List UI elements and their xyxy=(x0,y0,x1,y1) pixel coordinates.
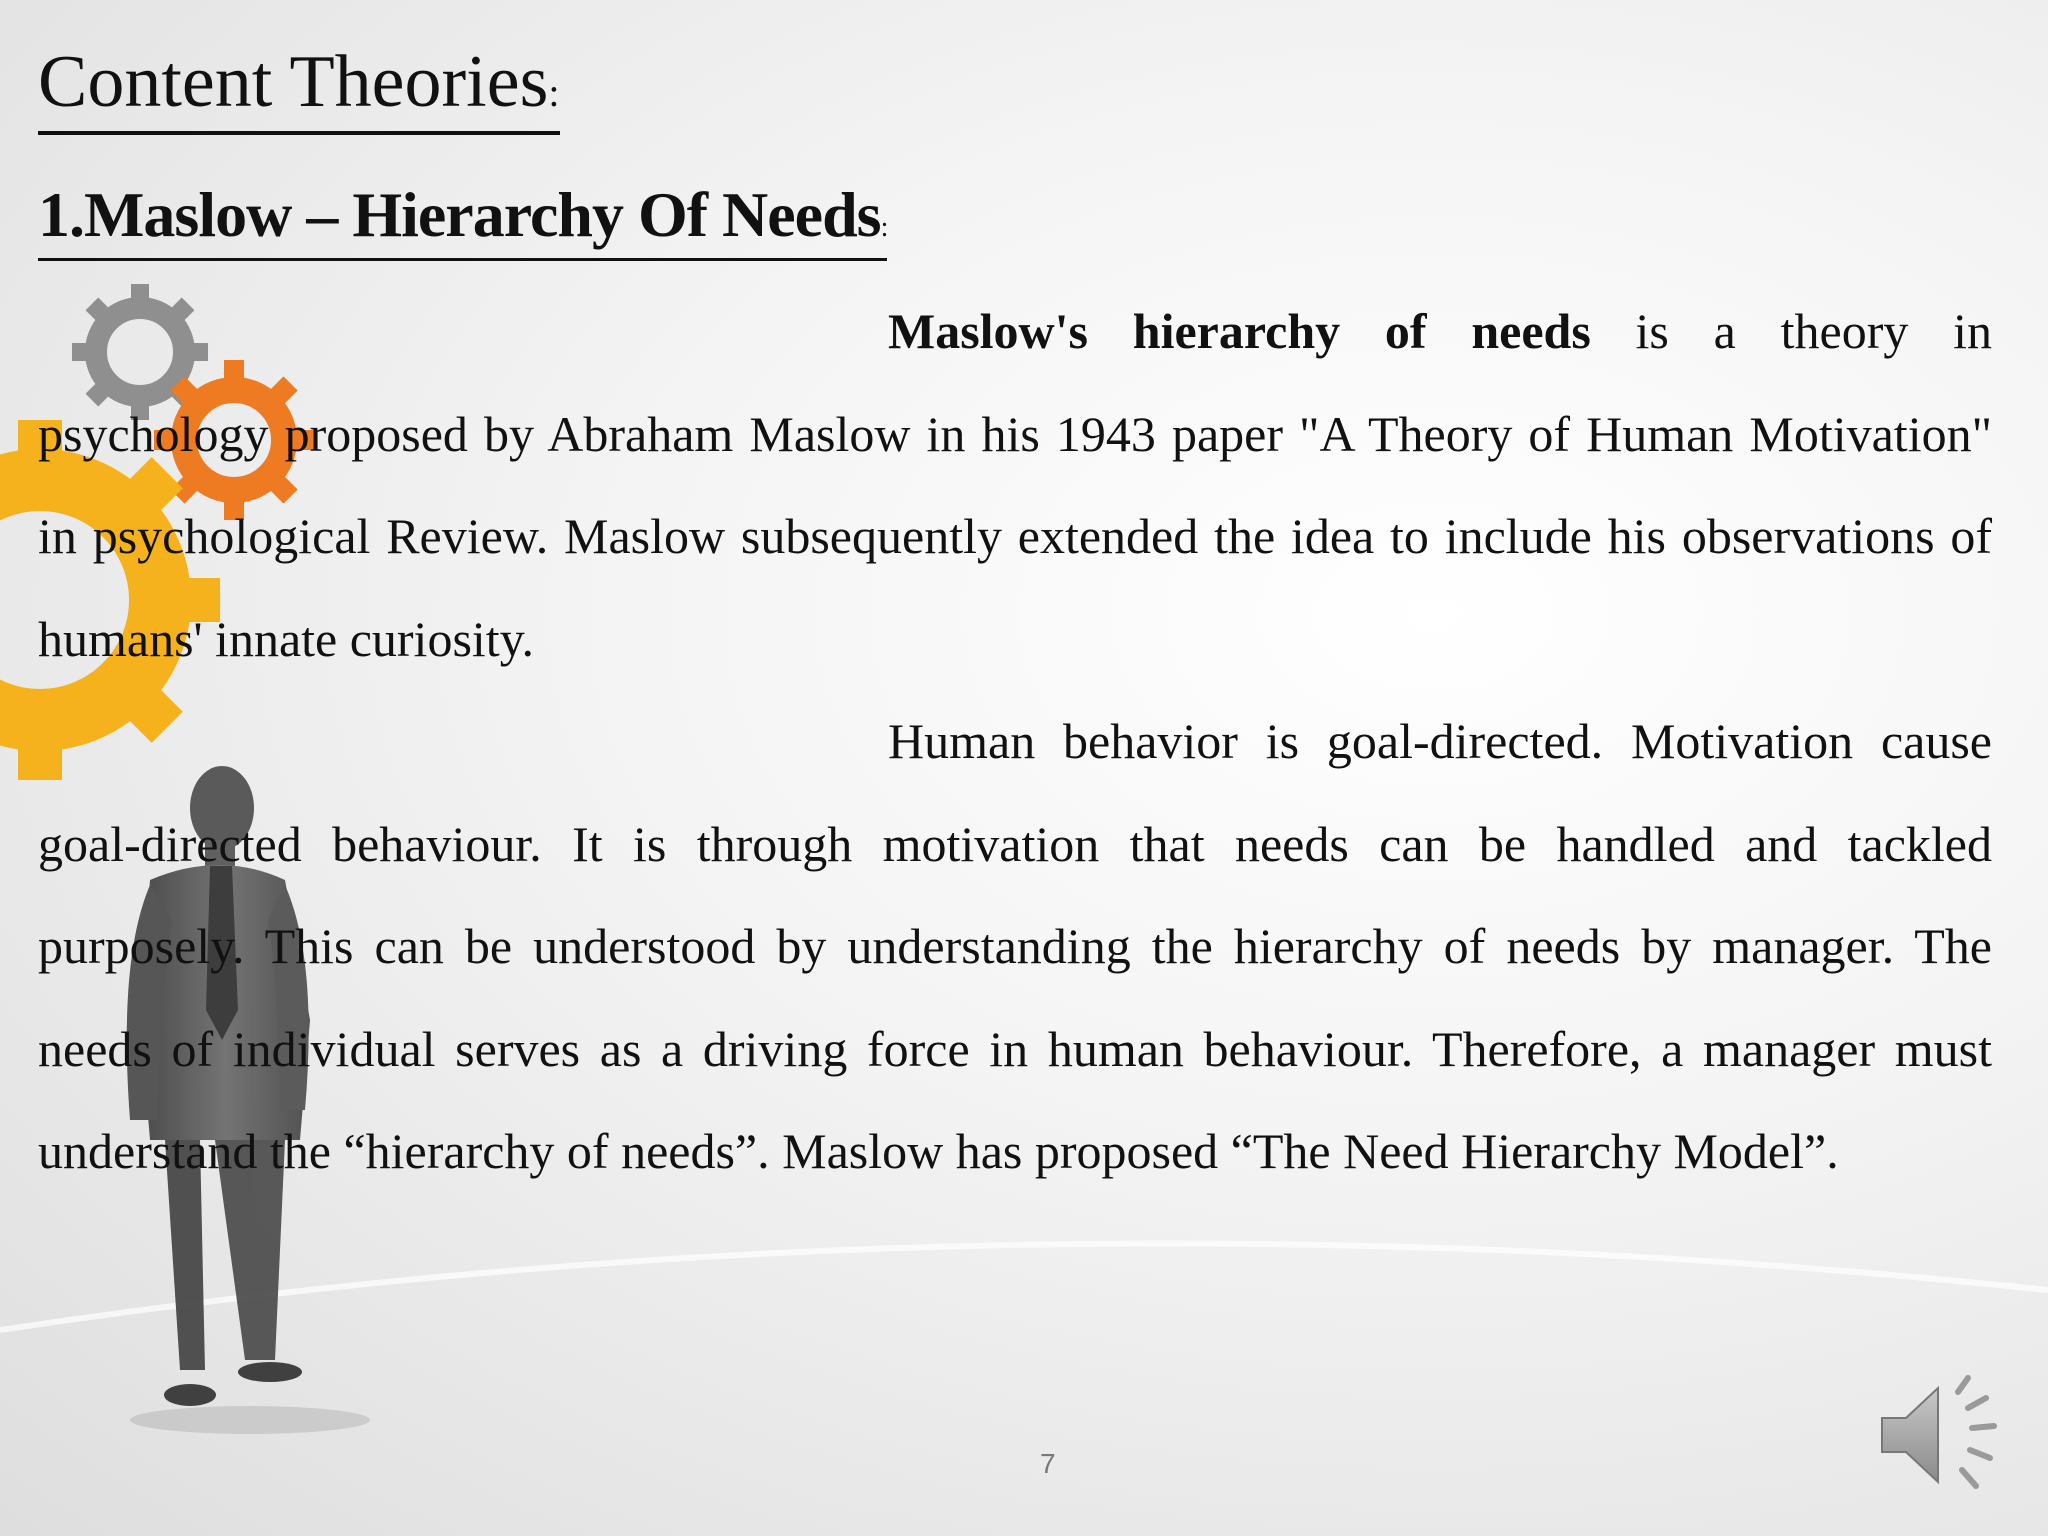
body-text xyxy=(38,280,1992,1203)
paragraph-1-bold-term: Maslow's hierarchy of needs xyxy=(888,303,1591,359)
speaker-icon[interactable] xyxy=(1876,1370,2006,1500)
paragraph-2: Human behavior is goal-directed. Motivation cause goal-directed behaviour. It is through motivation that needs can be handled and tackled purposely. This can be understood by understanding the hierarchy of needs by manager. The needs of individual serves as a driving force in human behaviour. Therefore, a manager must understand the “hierarchy of needs”. Maslow has proposed “The Need Hierarchy Model”. xyxy=(38,713,1992,1179)
page-number: 7 xyxy=(1040,1448,1056,1479)
section-subtitle xyxy=(38,178,887,261)
paragraph-1 xyxy=(38,280,1992,690)
slide-title-text: Content Theories xyxy=(38,41,549,123)
slide-title xyxy=(38,40,560,135)
section-subtitle-text: 1.Maslow – Hierarchy Of Needs xyxy=(38,179,881,250)
section-subtitle-colon: : xyxy=(880,212,888,243)
paragraph-1-text: is a theory in psychology proposed by Abraham Maslow in his 1943 paper "A Theory of Human Motivation" in psychological Review. Maslow subsequently extended the idea to include his observations of humans' innate curiosity. xyxy=(38,303,1993,667)
slide-title-colon: : xyxy=(548,70,560,115)
